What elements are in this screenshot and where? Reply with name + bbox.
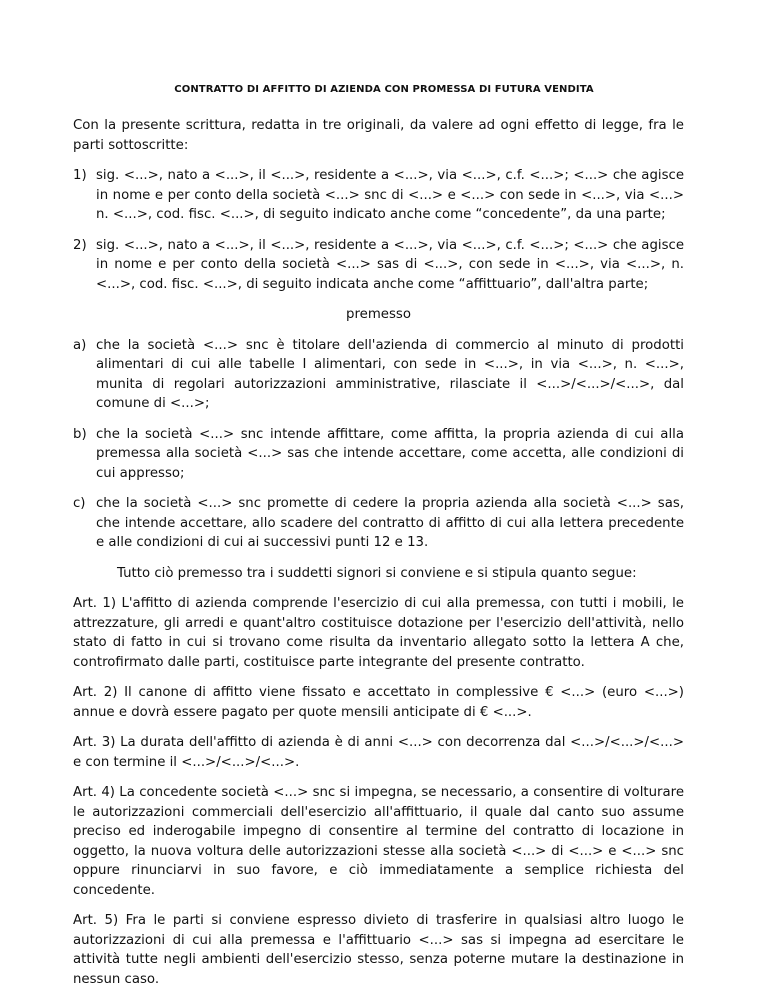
party-text: sig. <...>, nato a <...>, il <...>, residente a <...>, via <...>, c.f. <...>; <...> che agisce in nome e per conto della società <...> snc di <...> e <...> con sede in <...>, via <...> n. <...>, cod. fisc. <...>, di seguito indicato anche come “concedente”, da una parte; [96, 168, 684, 222]
premessa-text: che la società <...> snc promette di cedere la propria azienda alla società <...> sas, che intende accettare, allo scadere del contratto di affitto di cui alla lettera precedente e alle condizioni di cui ai successivi punti 12 e 13. [96, 496, 684, 550]
party-label: 2) [73, 237, 87, 253]
party-item [73, 166, 684, 225]
intro-paragraph: Con la presente scrittura, redatta in tre originali, da valere ad ogni effetto di legge, fra le parti sottoscritte: [73, 118, 684, 153]
premessa-item [73, 336, 684, 414]
premessa-label: b) [73, 426, 87, 442]
premessa-item [73, 494, 684, 553]
premessa-label: a) [73, 337, 87, 353]
premessa-text: che la società <...> snc intende affittare, come affitta, la propria azienda di cui alla premessa alla società <...> sas che intende accettare, come accetta, alle condizioni di cui appresso; [96, 426, 684, 481]
party-label: 1) [73, 168, 87, 183]
document-body [73, 116, 684, 1000]
article-2: Art. 2) Il canone di affitto viene fissato e accettato in complessive € <...> (euro <...>) annue e dovrà essere pagato per quote mensili anticipate di € <...>. [73, 685, 684, 720]
document-title: CONTRATTO DI AFFITTO DI AZIENDA CON PROMESSA DI FUTURA VENDITA [174, 84, 594, 95]
premessa-item [73, 425, 684, 484]
article-5: Art. 5) Fra le parti si conviene espresso divieto di trasferire in qualsiasi altro luogo le autorizzazioni di cui alla premessa e l'affittuario <...> sas si impegna ad esercitare le attività tutte negli ambienti dell'esercizio stesso, senza poterne mutare la destinazione in nessun caso. [73, 913, 684, 987]
premesso-heading: premesso [346, 307, 411, 322]
premessa-label: c) [73, 496, 86, 511]
premessa-closing: Tutto ciò premesso tra i suddetti signori si conviene e si stipula quanto segue: [117, 565, 637, 581]
article-3: Art. 3) La durata dell'affitto di azienda è di anni <...> con decorrenza dal <...>/<...>/<...> e con termine il <...>/<...>/<...>. [73, 735, 684, 770]
article-1: Art. 1) L'affitto di azienda comprende l'esercizio di cui alla premessa, con tutti i mobili, le attrezzature, gli arredi e quant'altro costituisce dotazione per l'esercizio dell'attività, nello stato di fatto in cui si trovano come risulta da inventario allegato sotto la lettera A che, controfirmato dalle parti, costituisce parte integrante del presente contratto. [73, 596, 684, 670]
article-4: Art. 4) La concedente società <...> snc si impegna, se necessario, a consentire di volturare le autorizzazioni commerciali dell'esercizio all'affittuario, il quale dal canto suo assume preciso ed inderogabile impegno di consentire al termine del contratto di locazione in oggetto, la nuova voltura delle autorizzazioni stesse alla società <...> di <...> e <...> snc oppure rinunciarvi in suo favore, e ciò immediatamente a semplice richiesta del concedente. [73, 785, 684, 898]
party-item [73, 236, 684, 295]
party-text: sig. <...>, nato a <...>, il <...>, residente a <...>, via <...>, c.f. <...>; <...> che agisce in nome e per conto della società <...> sas di <...>, con sede in <...>, via <...>, n. <...>, cod. fisc. <...>, di seguito indicata anche come “affittuario”, dall'altra parte; [96, 237, 684, 292]
premessa-text: che la società <...> snc è titolare dell'azienda di commercio al minuto di prodotti alimentari di cui alle tabelle I alimentari, con sede in <...>, in via <...>, n. <...>, munita di regolari autorizzazioni amministrative, rilasciate il <...>/<...>/<...>, dal comune di <...>; [96, 337, 684, 411]
